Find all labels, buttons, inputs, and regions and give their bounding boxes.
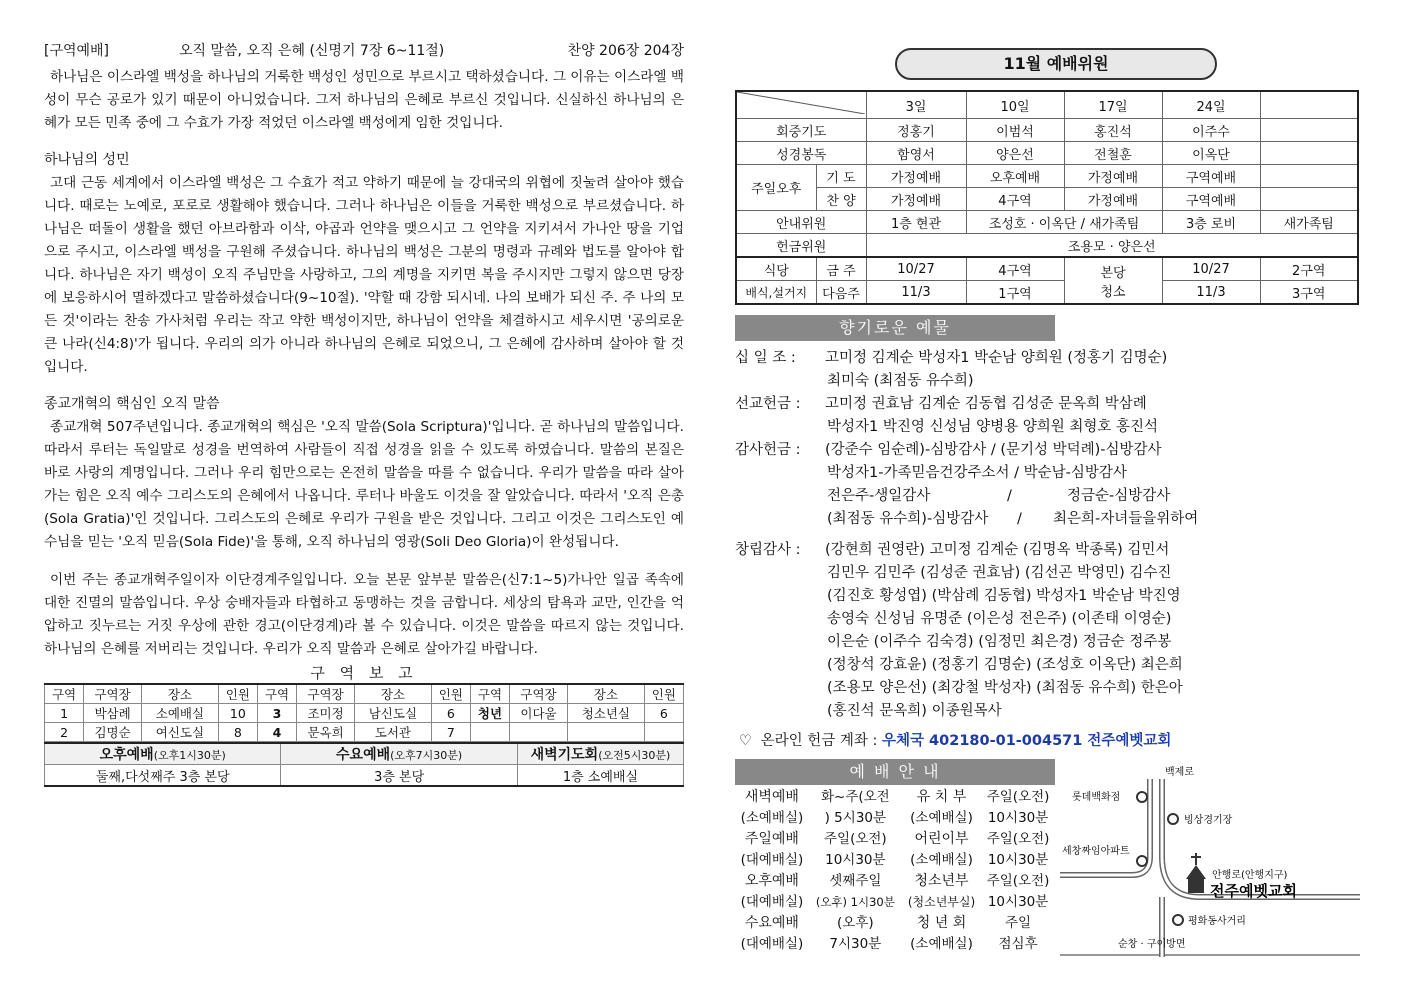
- thanks-cont: 전은주-생일감사 / 정금순-심방감사: [827, 488, 1171, 504]
- mission-row: 선교헌금 : 고미정 권효남 김계순 김동협 김성준 문옥희 박삼례: [735, 396, 1147, 412]
- map-label: 백제로: [1165, 767, 1194, 778]
- table-row: 주일예배 주일(오전) 어린이부 주일(오전): [744, 831, 1050, 847]
- worship-guide-table: [735, 787, 1055, 955]
- table-row: 오후예배 셋째주일 청소년부 주일(오전): [744, 873, 1050, 889]
- worship-label-row: [45, 743, 684, 765]
- thanks-cont: 박성자1-가족믿음건강주소서 / 박순남-심방감사: [827, 465, 1127, 481]
- section1-title: 하나님의 성민: [44, 152, 130, 168]
- map-label: 안행로(안행지구): [1212, 870, 1288, 881]
- table-row: 성경봉독 함영서 양은선 전철훈 이옥단: [736, 142, 1358, 165]
- table-row: 회중기도 정홍기 이범석 홍진석 이주수: [736, 119, 1358, 142]
- diagonal-line: [737, 92, 865, 114]
- map-label: 빙상경기장: [1184, 815, 1233, 826]
- hymn-numbers: 찬양 206장 204장: [567, 43, 684, 59]
- map-label: 세창짜임아파트: [1062, 846, 1130, 857]
- report-header-cell: 인원: [431, 684, 470, 704]
- dawn-service: 새벽기도회(오전5시30분): [517, 743, 683, 765]
- sermon-header: [44, 38, 684, 62]
- map-label: 롯데백화점: [1072, 792, 1121, 803]
- thanks-row: 감사헌금 : (강준수 임순례)-심방감사 / (문기성 박덕례)-심방감사: [735, 442, 1162, 458]
- tithe-cont: 최미숙 (최점동 유수희): [827, 373, 974, 389]
- group-report-table: [44, 683, 684, 742]
- report-header-cell: 장소: [355, 684, 432, 704]
- report-title: 구 역 보 고: [310, 664, 418, 682]
- map-marker: [1137, 856, 1147, 866]
- offerings-list: 십 일 조 : 고미정 김계순 박성자1 박순남 양희원 (정홍기 김명순) 최미숙 (최점동 유수희) 선교헌금 : 고미정 권효남 김계순 김동협 김성준 문옥희 박삼례 박성자1 박진영 신성님 양병용 양희원 최형호 홍진석 감사헌금 : (강준수 임순례)-심방감사 / (문기성 박덕례)-심방감사 박성자1-가족믿음건강주소서 / 박순남-심방감사 전은주-생일감사 / 정금순-심방감사 (최점동 유수희)-심방감사 / 최은희-자녀들을위하여 창립감사 : (강현희 권영란) 고미정 김계순 (김명옥 박종록) 김민서 김민우 김민주 (김성준 권효남) (김선곤 박영민) 김수진 (김진호 황성엽) (박삼례 김동협) 박성자1 박순남 박진영 송영숙 신성님 유명준 (이은성 전은주) (이존태 이영순) 이은순 (이주수 김숙경) (임정민 최은경) 정금순 정주봉 (정창석 강효윤) (정홍기 김명순) (조성호 이옥단) 최은희 (조용모 양은선) (최강철 박성자) (최점동 유수희) 한은아 (홍진석 문옥희) 이종원목사: [735, 347, 1361, 723]
- report-header-cell: 구역장: [510, 684, 568, 704]
- table-row: (대예배실) (오후) 1시30분 (청소년부실) 10시30분: [740, 894, 1049, 910]
- online-offering: [735, 729, 1361, 753]
- guide-area: [735, 757, 1361, 967]
- dawn-place: 1층 소예배실: [517, 765, 683, 787]
- map-marker: [1168, 814, 1178, 824]
- table-row: 배식,설거지 다음주 11/3 1구역 11/3 3구역: [736, 281, 1358, 305]
- guide-title: 예 배 안 내: [735, 759, 1055, 785]
- table-row: 주일오후 기 도 가정예배 오후예배 가정예배 구역예배: [736, 165, 1358, 188]
- sermon-title: 오직 말씀, 오직 은혜 (신명기 7장 6~11절): [179, 43, 445, 59]
- section2-body: 종교개혁 507주년입니다. 종교개혁의 핵심은 '오직 말씀(Sola Scriptura)'입니다. 곧 하나님의 말씀입니다. 따라서 루터는 독일말로 성경을 번역하여 사람들이 직접 성경을 읽을 수 있도록 하였습니다. 말씀의 본질은 바로 사랑의 계명입니다. 그러나 우리 힘만으로는 온전히 말씀을 따를 수 없습니다. 우리가 말씀을 따라 살아가는 힘은 오직 예수 그리스도의 은혜에서 나옵니다. 루터나 바울도 이것을 잘 알았습니다. 따라서 '오직 은총(Sola Gratia)'인 것입니다. 그리스도의 은혜로 우리가 구원을 받은 것입니다. 그리고 이것은 그리스도인 예수님을 믿는 '오직 믿음(Sola Fide)'을 통해, 오직 하나님의 영광(Soli Deo Gloria)이 완성됩니다.: [44, 419, 684, 550]
- report-header-cell: 인원: [218, 684, 257, 704]
- section2-title: 종교개혁의 핵심인 오직 말씀: [44, 396, 220, 412]
- worship-place-row: [45, 765, 684, 787]
- section1-body: 고대 근동 세계에서 이스라엘 백성은 그 수효가 적고 약하기 때문에 늘 강대국의 위협에 짓눌려 살아야 했습니다. 때로는 노예로, 포로로 생활해야 했습니다. 그러나 하나님은 이들을 거룩한 백성으로 부르셨습니다. 하나님은 떠돌이 생활을 했던 아브라함과 이삭, 야곱과 언약을 맺으시고 그 언약을 지키셔서 가나안 땅을 기업으로 주시고, 이스라엘 백성을 구원해 주셨습니다. 하나님의 백성은 그분의 명령과 규례와 법도를 알아야 합니다. 하나님은 자기 백성이 오직 주님만을 사랑하고, 그의 계명을 지키면 복을 주시지만 그렇지 않으면 당장에 보응하시어 멸하겠다고 말씀하셨습니다(9~10절). '약할 때 강함 되시네. 나의 보배가 되신 주. 주 나의 모든 것'이라는 찬송 가사처럼 우리는 작고 약한 백성이지만, 하나님이 언약을 체결하시고 세우시면 '공의로운 큰 나라(신4:8)'가 됩니다. 우리의 의가 아니라 하나님의 은혜로 되었으니, 그 은혜에 감사하며 살아야 할 것입니다.: [44, 175, 684, 375]
- report-header-cell: 구역: [45, 684, 84, 704]
- map-church-label: 전주예벳교회: [1210, 882, 1297, 900]
- right-column: [735, 48, 1361, 967]
- map-marker: [1137, 792, 1147, 802]
- afternoon-place: 둘째,다섯째주 3층 본당: [45, 765, 281, 787]
- wednesday-place: 3층 본당: [281, 765, 517, 787]
- location-map: [1060, 757, 1360, 957]
- table-row: 안내위원 1층 현관 조성호 · 이옥단 / 새가족팀 3층 로비 새가족팀: [736, 211, 1358, 234]
- map-marker: [1173, 915, 1183, 925]
- table-row: (대예배실) 7시30분 (소예배실) 점심후: [740, 936, 1038, 952]
- report-header-cell: 장소: [567, 684, 644, 704]
- table-row: 찬 양 가정예배 4구역 가정예배 구역예배: [736, 188, 1358, 211]
- sermon-body: [44, 66, 684, 661]
- worship-times-table: [44, 742, 684, 787]
- online-label: 온라인 헌금 계좌 :: [760, 733, 878, 749]
- table-row: 수요예배 (오후) 청 년 회 주일: [744, 915, 1032, 931]
- wednesday-service: 수요예배(오후7시30분): [281, 743, 517, 765]
- offerings-title: 향기로운 예물: [735, 315, 1055, 341]
- table-row: 식당 금 주 10/27 4구역 본당 청소 10/27 2구역: [736, 257, 1358, 281]
- duty-title: 11월 예배위원: [895, 48, 1217, 80]
- afternoon-service: 오후예배(오후1시30분): [45, 743, 281, 765]
- report-header-cell: 구역장: [84, 684, 142, 704]
- report-header-cell: 구역: [470, 684, 509, 704]
- thanks-cont: (최점동 유수희)-심방감사 / 최은희-자녀들을위하여: [827, 511, 1199, 527]
- section-tag: [구역예배]: [44, 43, 110, 59]
- offering-band-wrap: [735, 315, 1361, 341]
- report-header-cell: 구역장: [297, 684, 355, 704]
- duty-table: [735, 90, 1359, 305]
- duty-date-row: 3일 10일 17일 24일: [736, 91, 1358, 119]
- sermon-closing: 이번 주는 종교개혁주일이자 이단경계주일입니다. 오늘 본문 앞부분 말씀은(신7:1~5)가나안 일곱 족속에 대한 진멸의 말씀입니다. 우상 숭배자들과 타협하고 동맹하는 것을 금합니다. 세상의 탐욕과 교만, 인간을 억압하고 짓누르는 거짓 우상에 관한 경고(이단경계)라 볼 수 있습니다. 이것은 말씀을 따르지 않는 것입니다. 하나님의 은혜를 저버리는 것입니다. 우리가 오직 말씀과 은혜로 살아가길 바랍니다.: [44, 572, 684, 657]
- heart-icon: ♡: [739, 733, 752, 749]
- founding-row: 창립감사 : (강현희 권영란) 고미정 김계순 (김명옥 박종록) 김민서: [735, 542, 1170, 558]
- table-row: (대예배실) 10시30분 (소예배실) 10시30분: [740, 852, 1049, 868]
- duty-corner: [736, 91, 866, 119]
- table-row: 새벽예배 화~주(오전 유 치 부 주일(오전): [744, 789, 1050, 805]
- report-header-cell: 구역: [257, 684, 296, 704]
- report-header-cell: 인원: [644, 684, 683, 704]
- tithe-row: 십 일 조 : 고미정 김계순 박성자1 박순남 양희원 (정홍기 김명순): [735, 350, 1168, 366]
- online-account: 우체국 402180-01-004571 전주예벳교회: [881, 733, 1172, 749]
- mission-cont: 박성자1 박진영 신성님 양병용 양희원 최형호 홍진석: [827, 419, 1159, 435]
- report-header-cell: 장소: [142, 684, 219, 704]
- report-header-row: [45, 684, 684, 704]
- table-row: (소예배실) ) 5시30분 (소예배실) 10시30분: [740, 810, 1049, 826]
- table-row: 헌금위원 조용모 · 양은선: [736, 234, 1358, 258]
- table-row: 1 박삼례 소예배실 10 3 조미정 남신도실 6 청년 이다울 청소년실 6: [45, 704, 684, 723]
- church-icon: [1186, 853, 1206, 893]
- map-label: 평화동사거리: [1188, 916, 1246, 927]
- map-label: 순창 · 구이방면: [1118, 939, 1186, 950]
- table-row: 2 김명순 여신도실 8 4 문옥희 도서관 7: [45, 723, 684, 742]
- sermon-intro: 하나님은 이스라엘 백성을 하나님의 거룩한 백성인 성민으로 부르시고 택하셨습니다. 그 이유는 이스라엘 백성이 무슨 공로가 있기 때문이 아니었습니다. 그저 하나님의 은혜로 부르신 것입니다. 신실하신 하나님의 은혜가 모든 민족 중에 그 수효가 가장 적었던 이스라엘 백성에게 임한 것입니다.: [44, 69, 684, 131]
- left-column: [44, 38, 684, 787]
